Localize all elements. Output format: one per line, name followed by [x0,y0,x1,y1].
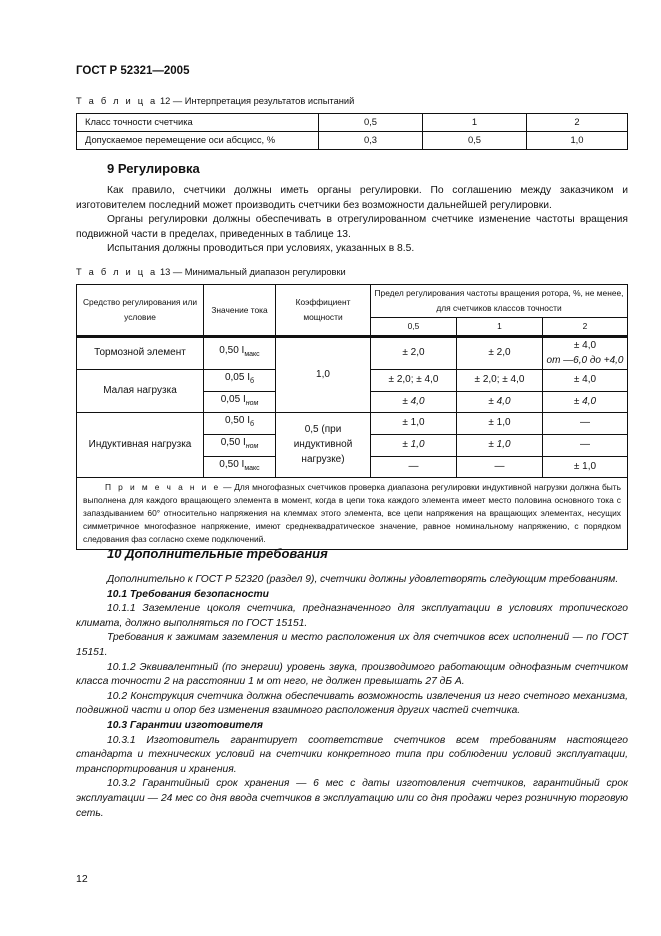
cell: 0,5 [423,132,527,150]
table-12 [76,113,628,150]
header-class: 1 [457,317,543,336]
cell: ± 2,0 [371,337,457,370]
header-class: 2 [543,317,628,336]
paragraph: Органы регулировки должны обеспечивать в отрегулированном счетчике изменение частоты вращения подвижной части в пределах, приведенных в таблице 13. [76,214,628,240]
cell: Индуктивная нагрузка [77,413,204,478]
cell: 1 [423,114,527,132]
cell: 2 [527,114,628,132]
table13-caption [76,265,346,280]
caption-text: 12 — Интерпретация результатов испытаний [159,96,355,106]
paragraph: Испытания должны проводиться при условиях, указанных в 8.5. [107,243,415,255]
cell: ± 1,0 [371,434,457,456]
paragraph: 10.1.1 Заземление цоколя счетчика, предназначенного для эксплуатации в условиях тропического климата, должно выполняться по ГОСТ 15151. [76,603,628,629]
header-means: Средство регулирования или условие [77,285,204,337]
caption-text: 13 — Минимальный диапазон регулировки [159,267,346,277]
table-note [77,478,628,550]
caption-prefix: Т а б л и ц а [76,267,158,277]
cell: 0,50 $I_б$ [204,413,276,435]
cell: ± 4,0 [543,370,628,392]
cell: ± 4,0 [371,391,457,413]
table-row [77,413,628,435]
cell: 0,5 (при индуктивной нагрузке) [276,413,371,478]
cell: ± 1,0 [457,413,543,435]
paragraph: Дополнительно к ГОСТ Р 52320 (раздел 9), счетчики должны удовлетворять следующим требованиям. [107,574,619,585]
paragraph: Как правило, счетчики должны иметь органы регулировки. По соглашению между заказчиком и изготовителем последний может производить счетчики без возможности дальнейшей регулировки. [76,185,628,211]
cell: 1,0 [527,132,628,150]
table-row [77,337,628,370]
cell: — [543,413,628,435]
document-header: ГОСТ Р 52321—2005 [76,65,190,77]
cell: 1,0 [276,337,371,413]
section10-body [76,573,628,821]
cell: Малая нагрузка [77,370,204,413]
cell: 0,5 [319,114,423,132]
cell: 0,05 $I_б$ [204,370,276,392]
cell: 0,05 $I_{ном}$ [204,391,276,413]
cell: ± 2,0; ± 4,0 [457,370,543,392]
cell: ± 2,0 [457,337,543,370]
cell: ± 2,0; ± 4,0 [371,370,457,392]
cell: Тормозной элемент [77,337,204,370]
cell: 0,3 [319,132,423,150]
cell: ± 4,0 [543,391,628,413]
paragraph: Требования к зажимам заземления и место расположения их для счетчиков всех исполнений — по ГОСТ 15151. [76,632,628,658]
cell: 0,50 $I_{макс}$ [204,337,276,370]
section9-title: 9 Регулировка [107,161,200,176]
header-pf: Коэффициент мощности [276,285,371,337]
note-text: — Для многофазных счетчиков проверка диапазона регулировки индуктивной нагрузки должна быть выполнена для каждого вращающего элемента в момент, когда в цепи тока каждого элемента имеет место половина основного тока с запаздыванием 60° относительно напряжения на клеммах этого элемента, все цепи напряжения на вращающих элементах, несущих симметричное многофазное напряжение, имеют среднеквадратическое значение, равное номинальному напряжению, с порядком следования фаз согласно схеме подключений. [83,482,621,545]
cell: — [543,434,628,456]
table-row [77,132,628,150]
paragraph: 10.2 Конструкция счетчика должна обеспечивать возможность извлечения из него счетного механизма, подвижной части и опор без изменения взаимного расположения других частей счетчика. [76,690,628,717]
header-class: 0,5 [371,317,457,336]
cell: ± 1,0 [371,413,457,435]
cell: ± 1,0 [457,434,543,456]
header-limit: Предел регулирования частоты вращения ротора, %, не менее, для счетчиков классов точности [371,285,628,318]
section9-body [76,184,628,257]
note-prefix: П р и м е ч а н и е [105,482,221,493]
section10-title: 10 Дополнительные требования [107,546,328,561]
paragraph: 10.3.1 Изготовитель гарантирует соответствие счетчиков всем требованиям настоящего стандарта и технических условий на счетчики конкретного типа при соблюдении условий эксплуатации, транспортирования и хранения. [76,734,628,775]
cell: 0,50 $I_{ном}$ [204,434,276,456]
cell: Допускаемое перемещение оси абсцисс, % [77,132,319,150]
cell: ± 4,0 от —6,0 до +4,0 [543,337,628,370]
header-current: Значение тока [204,285,276,337]
cell: Класс точности счетчика [77,114,319,132]
cell: ± 4,0 [457,391,543,413]
paragraph: 10.1.2 Эквивалентный (по энергии) уровень звука, производимого работающим однофазным счетчиком класса точности 2 на расстоянии 1 м от него, не должен превышать 27 дБ А. [76,661,628,688]
caption-prefix: Т а б л и ц а [76,96,158,106]
subheading: 10.3 Гарантии изготовителя [107,719,263,731]
cell: — [371,456,457,478]
cell: — [457,456,543,478]
table12-caption [76,94,354,109]
page-number: 12 [76,873,88,885]
subheading: 10.1 Требования безопасности [107,588,269,600]
paragraph: 10.3.2 Гарантийный срок хранения — 6 мес с даты изготовления счетчиков, гарантийный срок эксплуатации — 24 мес со дня ввода счетчиков в эксплуатацию или со дня продажи через розничную торговую сеть. [76,778,628,819]
table-13 [76,284,628,550]
table-row [77,114,628,132]
cell: 0,50 $I_{макс}$ [204,456,276,478]
cell: ± 1,0 [543,456,628,478]
